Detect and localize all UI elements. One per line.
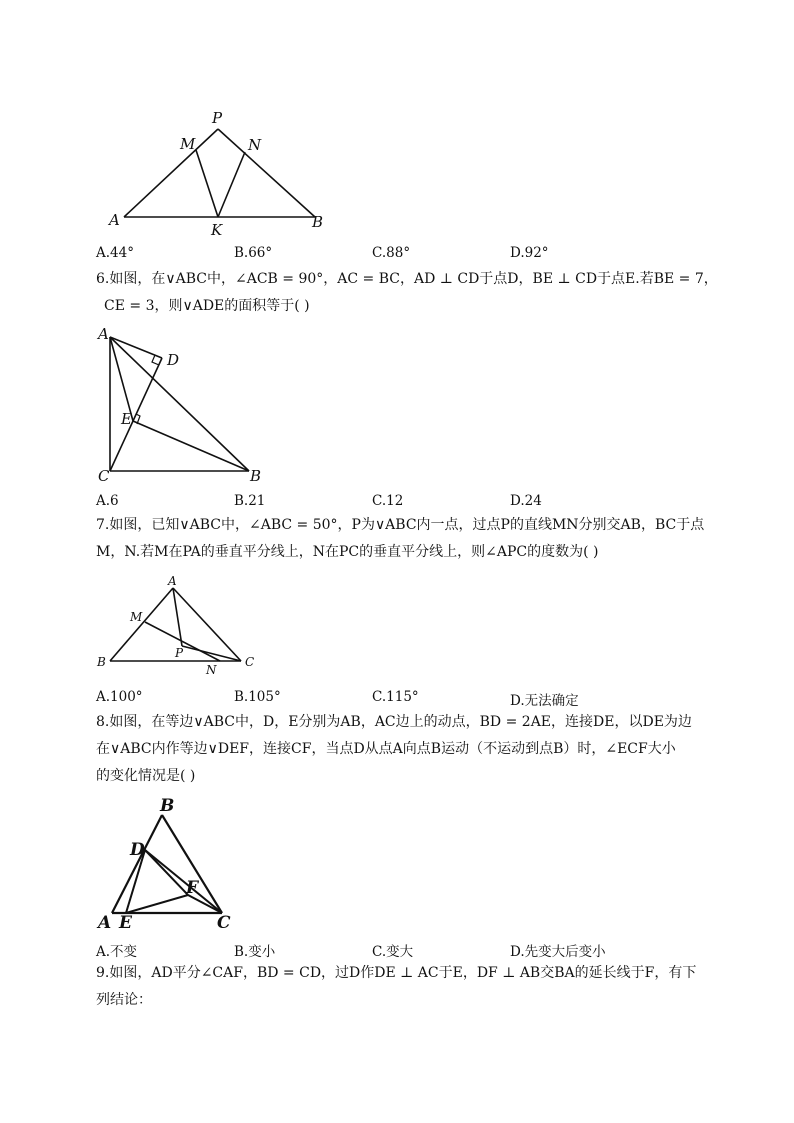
q6-label-a: A xyxy=(98,325,109,343)
q7-option-d[interactable]: D.无法确定 xyxy=(510,693,579,709)
q8-line-1: 8.如图，在等边∨ABC中，D，E分别为AB，AC边上的动点，BD = 2AE，连接DE，以DE为边 xyxy=(96,714,692,730)
q7-label-m: M xyxy=(130,610,143,624)
q7-label-p: P xyxy=(175,646,184,660)
q5-option-b[interactable]: B.66° xyxy=(234,245,273,261)
q8-segment-df xyxy=(145,850,188,895)
q6-label-b: B xyxy=(250,467,262,485)
q6-option-c[interactable]: C.12 xyxy=(372,493,404,509)
q6-segment-ab xyxy=(110,337,249,471)
q8-label-d: D xyxy=(130,840,145,860)
q6-segment-eb xyxy=(133,421,249,471)
q8-figure xyxy=(92,795,252,935)
q5-option-c[interactable]: C.88° xyxy=(372,245,411,261)
q8-options xyxy=(96,940,696,960)
q8-line-3: 的变化情况是( ) xyxy=(96,768,196,784)
q8-label-a: A xyxy=(98,913,112,933)
q7-option-b[interactable]: B.105° xyxy=(234,689,281,705)
q5-label-a: A xyxy=(109,211,120,229)
q7-line-1: 7.如图，已知∨ABC中，∠ABC = 50°，P为∨ABC内一点，过点P的直线MN分别交AB，BC于点 xyxy=(96,517,705,533)
q9-line-1: 9.如图，AD平分∠CAF，BD = CD，过D作DE ⊥ AC于E，DF ⊥ AB交BA的延长线于F，有下 xyxy=(96,965,697,981)
q8-label-e: E xyxy=(119,913,132,933)
q8-segment-ef xyxy=(126,895,188,913)
q7-options xyxy=(96,689,696,709)
q8-option-c[interactable]: C.变大 xyxy=(372,944,414,960)
q5-label-m: M xyxy=(180,135,196,153)
q6-option-b[interactable]: B.21 xyxy=(234,493,266,509)
q6-label-e: E xyxy=(121,410,132,428)
q6-figure xyxy=(92,325,272,490)
q5-label-b: B xyxy=(312,213,324,231)
q5-figure xyxy=(100,105,340,240)
q7-option-a[interactable]: A.100° xyxy=(96,689,143,705)
q6-stem xyxy=(96,266,718,320)
q7-segment-ba xyxy=(110,588,173,661)
q5-label-k: K xyxy=(211,221,223,239)
q8-label-f: F xyxy=(186,878,199,898)
q8-segment-ab xyxy=(112,815,162,913)
q8-option-b[interactable]: B.变小 xyxy=(234,944,276,960)
q7-segment-pc xyxy=(182,646,241,661)
q7-option-c[interactable]: C.115° xyxy=(372,689,419,705)
q6-line-1: 6.如图，在∨ABC中，∠ACB = 90°，AC = BC，AD ⊥ CD于点D，BE ⊥ CD于点E.若BE = 7， xyxy=(96,271,718,287)
q8-line-2: 在∨ABC内作等边∨DEF，连接CF，当点D从点A向点B运动（不运动到点B）时，∠ECF大小 xyxy=(96,741,676,757)
q5-segment-mk xyxy=(196,150,218,217)
q8-segment-bc xyxy=(162,815,222,913)
q5-options xyxy=(96,245,696,265)
q9-line-2: 列结论： xyxy=(96,992,152,1008)
q6-label-d: D xyxy=(167,351,180,369)
q7-line-2: M，N.若M在PA的垂直平分线上，N在PC的垂直平分线上，则∠APC的度数为( ) xyxy=(96,544,599,560)
q8-option-d[interactable]: D.先变大后变小 xyxy=(510,944,606,960)
q5-option-a[interactable]: A.44° xyxy=(96,245,134,261)
q6-line-2: CE = 3，则∨ADE的面积等于( ) xyxy=(104,298,310,314)
q7-label-a: A xyxy=(168,574,177,588)
q5-label-p: P xyxy=(212,109,223,127)
q8-label-b: B xyxy=(160,796,175,816)
q7-label-n: N xyxy=(206,663,217,677)
q6-options xyxy=(96,493,696,513)
q6-option-d[interactable]: D.24 xyxy=(510,493,542,509)
q7-label-b: B xyxy=(97,655,106,669)
q5-segment-nk xyxy=(218,152,245,217)
q5-label-n: N xyxy=(248,136,262,154)
q8-stem xyxy=(96,709,700,790)
q5-option-d[interactable]: D.92° xyxy=(510,245,549,261)
q7-label-c: C xyxy=(245,655,255,669)
q7-segment-ac xyxy=(173,588,241,661)
q6-segment-ad xyxy=(110,337,162,358)
q9-stem xyxy=(96,960,700,1014)
q8-label-c: C xyxy=(217,913,231,933)
q8-option-a[interactable]: A.不变 xyxy=(96,944,138,960)
q7-stem xyxy=(96,512,705,566)
q6-option-a[interactable]: A.6 xyxy=(96,493,119,509)
q5-segment-pb xyxy=(218,129,315,217)
q7-figure xyxy=(90,570,270,685)
q6-segment-ae xyxy=(110,337,133,421)
q6-label-c: C xyxy=(98,467,110,485)
